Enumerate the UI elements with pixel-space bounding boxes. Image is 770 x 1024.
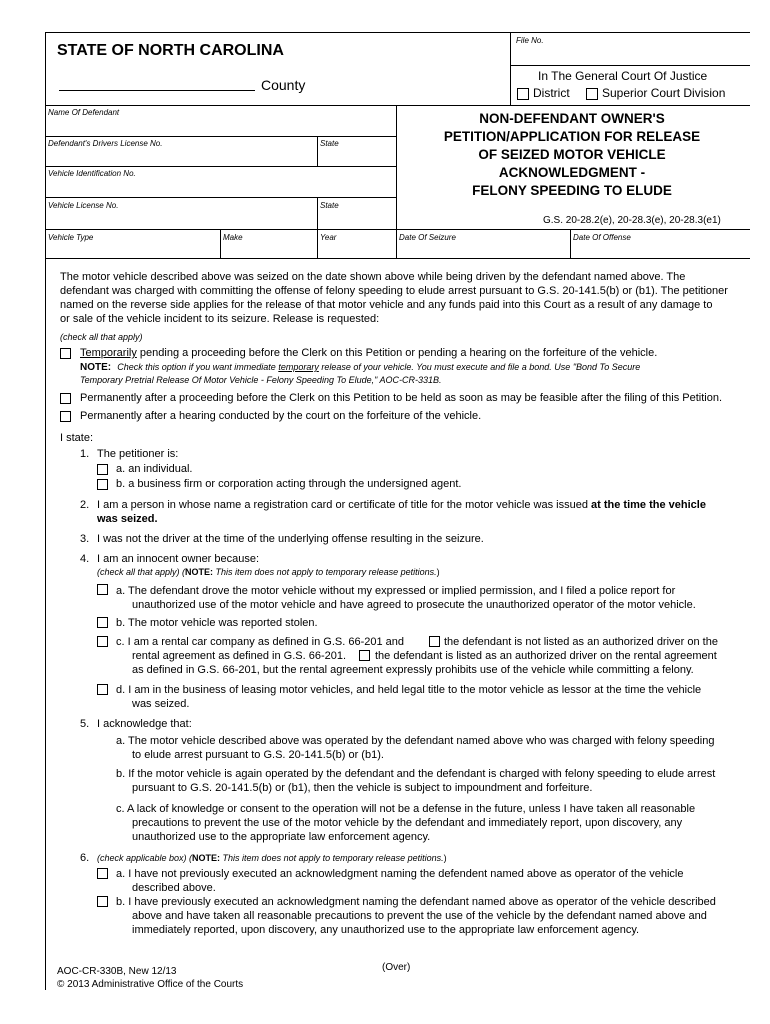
year-label: Year — [320, 233, 337, 242]
item-5-text: I acknowledge that: — [97, 718, 192, 730]
make-label: Make — [223, 233, 243, 242]
i-state-label: I state: — [60, 432, 94, 444]
item-6-note-b: NOTE: — [192, 853, 221, 863]
permanently-clerk-checkbox[interactable] — [60, 393, 71, 404]
item-6b-line-1: b. I have previously executed an acknowledgment naming the defendant named above as operator of the vehicle described — [116, 896, 716, 908]
item-5-number: 5. — [80, 718, 90, 730]
temporarily-word: Temporarily — [80, 347, 137, 359]
item-5c-line-3: unauthorized use to the appropriate law enforcement agency. — [132, 831, 431, 843]
county-line[interactable] — [59, 90, 255, 91]
fields-bottom-rule — [45, 258, 750, 259]
permanently-court-checkbox[interactable] — [60, 411, 71, 422]
title-line-3: OF SEIZED MOTOR VEHICLE — [478, 147, 666, 162]
copyright: © 2013 Administrative Office of the Courts — [57, 979, 244, 990]
item-6b-line-3: immediately reported, upon discovery, any unauthorized use to the appropriate law enforcement agency. — [132, 924, 640, 936]
district-checkbox[interactable] — [517, 88, 529, 100]
note-label: NOTE: — [80, 362, 112, 373]
item-4c-line-1b: the defendant is not listed as an authorized driver on the — [444, 636, 718, 648]
item-6-note-d: ) — [443, 853, 447, 863]
item-4-note-d: ) — [436, 567, 440, 577]
item-1a-text: a. an individual. — [116, 463, 193, 475]
district-label: District — [533, 86, 570, 100]
business-checkbox[interactable] — [97, 479, 108, 490]
drivers-license-label: Defendant's Drivers License No. — [48, 139, 163, 148]
state-heading: STATE OF NORTH CAROLINA — [57, 42, 284, 59]
item-6b-line-2: above and have taken all reasonable precautions to prevent the use of the vehicle by the defendant named above and — [132, 910, 707, 922]
file-no-rule — [510, 65, 750, 66]
note-temporary-word: temporary — [278, 362, 319, 372]
intro-line-1: The motor vehicle described above was seized on the date shown above while being driven by the defendant named above. The — [60, 271, 686, 283]
item-4-note — [97, 565, 440, 579]
form-title — [397, 110, 747, 200]
temporarily-rest: pending a proceeding before the Clerk on this Petition or pending a hearing on the forfeiture of the vehicle. — [136, 347, 658, 359]
item-6-note-c: This item does not apply to temporary release petitions. — [220, 853, 444, 863]
item-3-text: I was not the driver at the time of the underlying offense resulting in the seizure. — [97, 533, 484, 545]
date-seizure-label: Date Of Seizure — [399, 233, 456, 242]
row-rule-1 — [45, 136, 396, 137]
item-5b-line-1: b. If the motor vehicle is again operated by the defendant and the defendant is charged with felony speeding to elude arrest — [116, 768, 716, 780]
superior-checkbox[interactable] — [586, 88, 598, 100]
offense-divider — [570, 229, 571, 258]
statute-citation: G.S. 20-28.2(e), 20-28.3(e), 20-28.3(e1) — [543, 215, 721, 226]
item-4d-checkbox[interactable] — [97, 684, 108, 695]
item-4c-listed-checkbox[interactable] — [359, 650, 370, 661]
item-6b-checkbox[interactable] — [97, 896, 108, 907]
row-rule-3 — [45, 197, 396, 198]
item-4c-line-3: as defined in G.S. 66-201, but the rental agreement expressly prohibits use of the vehicle while committing a felony. — [132, 664, 694, 676]
item-4c-line-1a: c. I am a rental car company as defined in G.S. 66-201 and — [116, 636, 404, 648]
row-rule-2 — [45, 166, 396, 167]
item-4-note-c: This item does not apply to temporary release petitions. — [213, 567, 437, 577]
item-6a-checkbox[interactable] — [97, 868, 108, 879]
file-no-divider — [510, 32, 511, 105]
item-4d-line-2: was seized. — [132, 698, 190, 710]
item-5a-line-2: to elude arrest pursuant to G.S. 20-141.5(b) or (b1). — [132, 749, 384, 761]
temporarily-option — [80, 346, 657, 360]
form-number: AOC-CR-330B, New 12/13 — [57, 966, 177, 977]
check-all-note: (check all that apply) — [60, 332, 143, 342]
vehicle-type-label: Vehicle Type — [48, 233, 94, 242]
name-of-defendant-label: Name Of Defendant — [48, 108, 120, 117]
state2-year-divider — [317, 197, 318, 258]
item-4c-checkbox[interactable] — [97, 636, 108, 647]
court-label: In The General Court Of Justice — [538, 69, 708, 83]
item-4c-line-2a: rental agreement as defined in G.S. 66-201. — [132, 650, 347, 662]
intro-line-2: defendant was charged with committing the offense of felony speeding to elude arrest pursuant to G.S. 20-141.5(b) or (b1). The petitioner — [60, 285, 728, 297]
item-5c-line-2: precautions to prevent the use of the motor vehicle by the defendant and immediately report, upon discovery, any — [132, 817, 683, 829]
make-divider — [220, 229, 221, 258]
item-4c-line-2b: the defendant is listed as an authorized driver on the rental agreement — [375, 650, 717, 662]
note-line-2: Temporary Pretrial Release Of Motor Vehicle - Felony Speeding To Elude," AOC-CR-331B. — [80, 375, 442, 385]
superior-label: Superior Court Division — [602, 86, 726, 100]
item-2-bold-2: was seized. — [97, 513, 158, 525]
title-line-2: PETITION/APPLICATION FOR RELEASE — [443, 129, 701, 144]
fields-top-rule — [45, 105, 750, 106]
row-rule-4 — [45, 229, 750, 230]
individual-checkbox[interactable] — [97, 464, 108, 475]
item-5c-line-1: c. A lack of knowledge or consent to the operation will not be a defense in the future, unless I have taken all reasonable — [116, 803, 696, 815]
item-2-text: I am a person in whose name a registration card or certificate of title for the motor vehicle was issued — [97, 499, 592, 511]
item-2-line-1 — [97, 498, 706, 512]
item-6-number: 6. — [80, 852, 90, 864]
state1-divider — [317, 136, 318, 166]
item-4a-line-2: unauthorized use of the motor vehicle and have agreed to prosecute the unauthorized operator of the motor vehicle. — [132, 599, 696, 611]
over-label: (Over) — [382, 962, 411, 973]
item-4b-checkbox[interactable] — [97, 617, 108, 628]
note-text-a: Check this option if you want immediate — [117, 362, 279, 372]
file-no-label: File No. — [516, 36, 544, 45]
left-border — [45, 32, 46, 990]
item-4b-text: b. The motor vehicle was reported stolen. — [116, 617, 318, 629]
item-1-text: The petitioner is: — [97, 448, 179, 460]
state2-label: State — [320, 201, 339, 210]
item-6a-line-1: a. I have not previously executed an acknowledgment naming the defendent named above as operator of the vehicle — [116, 868, 684, 880]
item-4a-checkbox[interactable] — [97, 584, 108, 595]
vin-label: Vehicle Identification No. — [48, 169, 136, 178]
license-no-label: Vehicle License No. — [48, 201, 119, 210]
permanently-clerk-option: Permanently after a proceeding before the Clerk on this Petition to be held as soon as may be feasible after the filing of this Petition. — [80, 392, 723, 404]
intro-line-4: or sale of the vehicle incident to its seizure. Release is requested: — [60, 313, 380, 325]
county-label: County — [261, 77, 306, 93]
item-5a-line-1: a. The motor vehicle described above was operated by the defendant named above who was charged with felony speeding — [116, 735, 715, 747]
item-6a-line-2: described above. — [132, 882, 216, 894]
item-4-note-a: (check all that apply) ( — [97, 567, 186, 577]
item-4c-not-listed-checkbox[interactable] — [429, 636, 440, 647]
item-6-note-a: (check applicable box) ( — [97, 853, 193, 863]
item-6-note — [97, 851, 447, 865]
item-3-number: 3. — [80, 533, 90, 545]
item-1-number: 1. — [80, 448, 90, 460]
title-line-5: FELONY SPEEDING TO ELUDE — [472, 183, 672, 198]
item-5b-line-2: pursuant to G.S. 20-141.5(b) or (b1), then the vehicle is subject to impoundment and forfeiture. — [132, 782, 593, 794]
item-4a-line-1: a. The defendant drove the motor vehicle without my expressed or implied permission, and I filed a police report for — [116, 585, 676, 597]
state1-label: State — [320, 139, 339, 148]
date-offense-label: Date Of Offense — [573, 233, 631, 242]
intro-line-3: named on the reverse side applies for the release of that motor vehicle and any funds paid into this Court as a result of any damage to — [60, 299, 713, 311]
item-4d-line-1: d. I am in the business of leasing motor vehicles, and held legal title to the motor vehicle as lessor at the time the vehicle — [116, 684, 702, 696]
item-4-number: 4. — [80, 553, 90, 565]
item-4-note-b: NOTE: — [185, 567, 214, 577]
header-top-rule — [45, 32, 750, 33]
title-line-1: NON-DEFENDANT OWNER'S — [479, 111, 665, 126]
item-2-number: 2. — [80, 499, 90, 511]
temporarily-checkbox[interactable] — [60, 348, 71, 359]
item-1b-text: b. a business firm or corporation acting through the undersigned agent. — [116, 478, 462, 490]
item-2-bold-1: at the time the vehicle — [591, 499, 706, 511]
item-4-text: I am an innocent owner because: — [97, 553, 260, 565]
note-text-b: release of your vehicle. You must execute and file a bond. Use "Bond To Secure — [318, 362, 641, 372]
permanently-court-option: Permanently after a hearing conducted by the court on the forfeiture of the vehicle. — [80, 410, 482, 422]
title-line-4: ACKNOWLEDGMENT - — [498, 165, 646, 180]
